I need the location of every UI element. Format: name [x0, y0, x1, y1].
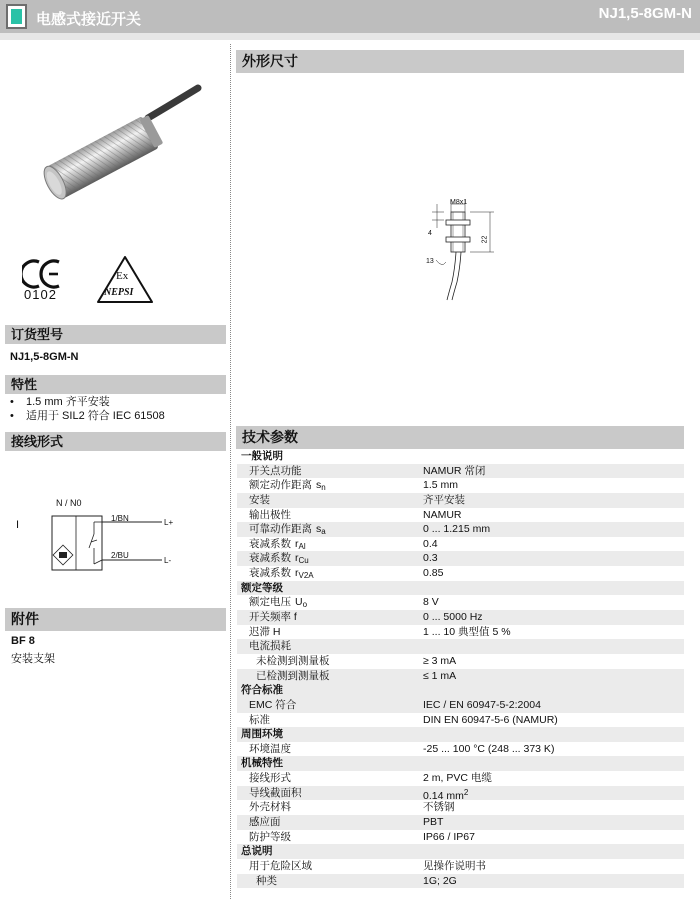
spec-key: EMC 符合 — [249, 698, 297, 711]
spec-row — [237, 522, 684, 537]
spec-row — [237, 625, 684, 640]
spec-value: PBT — [423, 816, 444, 829]
spec-row — [237, 639, 684, 654]
spec-value: ≤ 1 mA — [423, 669, 457, 682]
spec-group-label: 机械特性 — [241, 757, 283, 770]
tech-section-header: 技术参数 — [236, 426, 684, 449]
spec-group-row — [237, 844, 684, 859]
nepsi-label: NEPSI — [104, 287, 134, 298]
spec-row — [237, 595, 684, 610]
spec-group-row — [237, 581, 684, 596]
dimension-drawing — [232, 72, 684, 422]
spec-value: 0 ... 5000 Hz — [423, 611, 483, 624]
order-model: NJ1,5-8GM-N — [10, 351, 79, 363]
spec-key: 接线形式 — [249, 772, 291, 785]
ce-number: 0102 — [24, 287, 57, 302]
column-divider — [230, 44, 231, 899]
spec-value: 2 m, PVC 电缆 — [423, 772, 492, 785]
order-section-header: 订货型号 — [5, 325, 226, 344]
spec-value: ≥ 3 mA — [423, 654, 457, 667]
spec-group-row — [237, 683, 684, 698]
spec-value: 不锈钢 — [423, 801, 455, 814]
spec-group-label: 总说明 — [241, 845, 273, 858]
spec-group-row — [237, 756, 684, 771]
spec-row — [237, 786, 684, 801]
spec-key: 已检测到测量板 — [256, 669, 330, 682]
spec-key: 感应面 — [249, 816, 281, 829]
feature-item: • 适用于 SIL2 符合 IEC 61508 — [10, 409, 165, 423]
tech-spec-table — [237, 449, 684, 888]
spec-key: 种类 — [256, 874, 277, 887]
spec-group-label: 一般说明 — [241, 450, 283, 462]
inductive-sensor-photo — [20, 60, 220, 250]
spec-row — [237, 742, 684, 757]
spec-group-row — [237, 727, 684, 742]
spec-value: 齐平安装 — [423, 493, 465, 506]
spec-key: 未检测到测量板 — [256, 654, 330, 667]
spec-value: 1G; 2G — [423, 874, 457, 887]
spec-group-row — [237, 449, 684, 464]
spec-key: 额定电压 $U_o$ — [249, 596, 308, 610]
feature-item: • 1.5 mm 齐平安装 — [10, 395, 165, 409]
spec-row — [237, 493, 684, 508]
spec-key: 额定动作距离 $s_n$ — [249, 479, 326, 493]
spec-row — [237, 508, 684, 523]
spec-value: 0.4 — [423, 537, 438, 550]
wiring-section-header: 接线形式 — [5, 432, 226, 451]
spec-value: 1 ... 10 典型值 5 % — [423, 625, 511, 638]
spec-row — [237, 537, 684, 552]
spec-group-label: 符合标准 — [241, 684, 283, 697]
features-list — [10, 395, 165, 423]
accessory-code: BF 8 — [11, 635, 35, 647]
wiring-pin1-label: 1/BN — [111, 514, 129, 523]
spec-value: 1.5 mm — [423, 479, 459, 492]
wiring-pin2-label: 2/BU — [111, 551, 129, 560]
dim-13-label: 13 — [426, 258, 434, 265]
spec-value: IP66 / IP67 — [423, 830, 475, 843]
wiring-plus-label: L+ — [164, 518, 174, 527]
spec-value: 0.85 — [423, 567, 444, 580]
spec-row — [237, 859, 684, 874]
spec-value: -25 ... 100 °C (248 ... 373 K) — [423, 742, 555, 755]
spec-value: IEC / EN 60947-5-2:2004 — [423, 698, 541, 711]
spec-key: 衰减系数 $r_{V2A}$ — [249, 567, 314, 581]
spec-group-label: 额定等级 — [241, 581, 283, 594]
spec-value: 0.14 $mm^2$ — [423, 787, 469, 802]
brand-square-icon — [6, 4, 27, 29]
spec-group-label: 周围环境 — [241, 728, 283, 741]
header-bar — [0, 0, 700, 33]
category-title: 电感式接近开关 — [36, 11, 142, 28]
spec-row — [237, 654, 684, 669]
spec-row — [237, 874, 684, 889]
spec-key: 用于危险区域 — [249, 859, 312, 872]
spec-key: 迟滞 H — [249, 625, 281, 638]
spec-value: 0 ... 1.215 mm — [423, 523, 491, 536]
spec-value: 0.3 — [423, 552, 438, 565]
spec-key: 安装 — [249, 493, 270, 506]
features-section-header: 特性 — [5, 375, 226, 394]
spec-row — [237, 815, 684, 830]
ex-label: Ex — [116, 270, 129, 282]
spec-key: 电流损耗 — [249, 640, 291, 653]
spec-value: 8 V — [423, 596, 439, 609]
spec-value: NAMUR — [423, 508, 462, 521]
spec-key: 环境温度 — [249, 742, 291, 755]
spec-row — [237, 830, 684, 845]
spec-row — [237, 771, 684, 786]
spec-key: 衰减系数 $r_{Cu}$ — [249, 552, 309, 566]
spec-key: 防护等级 — [249, 830, 291, 843]
spec-key: 标准 — [249, 713, 270, 726]
spec-key: 输出极性 — [249, 508, 291, 521]
spec-key: 外壳材料 — [249, 801, 291, 814]
header-divider — [0, 33, 700, 40]
dim-thread-label: M8x1 — [450, 199, 468, 206]
spec-key: 衰减系数 $r_{Al}$ — [249, 537, 306, 551]
spec-key: 导线截面积 — [249, 786, 302, 799]
spec-key: 可靠动作距离 $s_a$ — [249, 523, 326, 537]
wiring-minus-label: L- — [164, 556, 172, 565]
spec-row — [237, 698, 684, 713]
spec-value: 见操作说明书 — [423, 859, 486, 872]
accessory-desc: 安装支架 — [11, 653, 55, 665]
accessories-section-header: 附件 — [5, 608, 226, 631]
spec-value: NAMUR 常闭 — [423, 464, 486, 477]
dim-22-label: 22 — [481, 235, 489, 244]
spec-row — [237, 610, 684, 625]
spec-row — [237, 669, 684, 684]
spec-row — [237, 551, 684, 566]
spec-key: 开关频率 f — [249, 611, 297, 624]
header-model: NJ1,5-8GM-N — [598, 5, 692, 22]
wiring-box-label: I — [16, 519, 20, 531]
spec-row — [237, 800, 684, 815]
spec-row — [237, 478, 684, 493]
spec-row — [237, 713, 684, 728]
dimensions-section-header: 外形尺寸 — [236, 50, 684, 73]
spec-value: DIN EN 60947-5-6 (NAMUR) — [423, 713, 558, 726]
spec-row — [237, 566, 684, 581]
spec-key: 开关点功能 — [249, 464, 302, 477]
dim-4-label: 4 — [428, 230, 432, 237]
spec-row — [237, 464, 684, 479]
wiring-type-label: N / N0 — [56, 498, 82, 508]
